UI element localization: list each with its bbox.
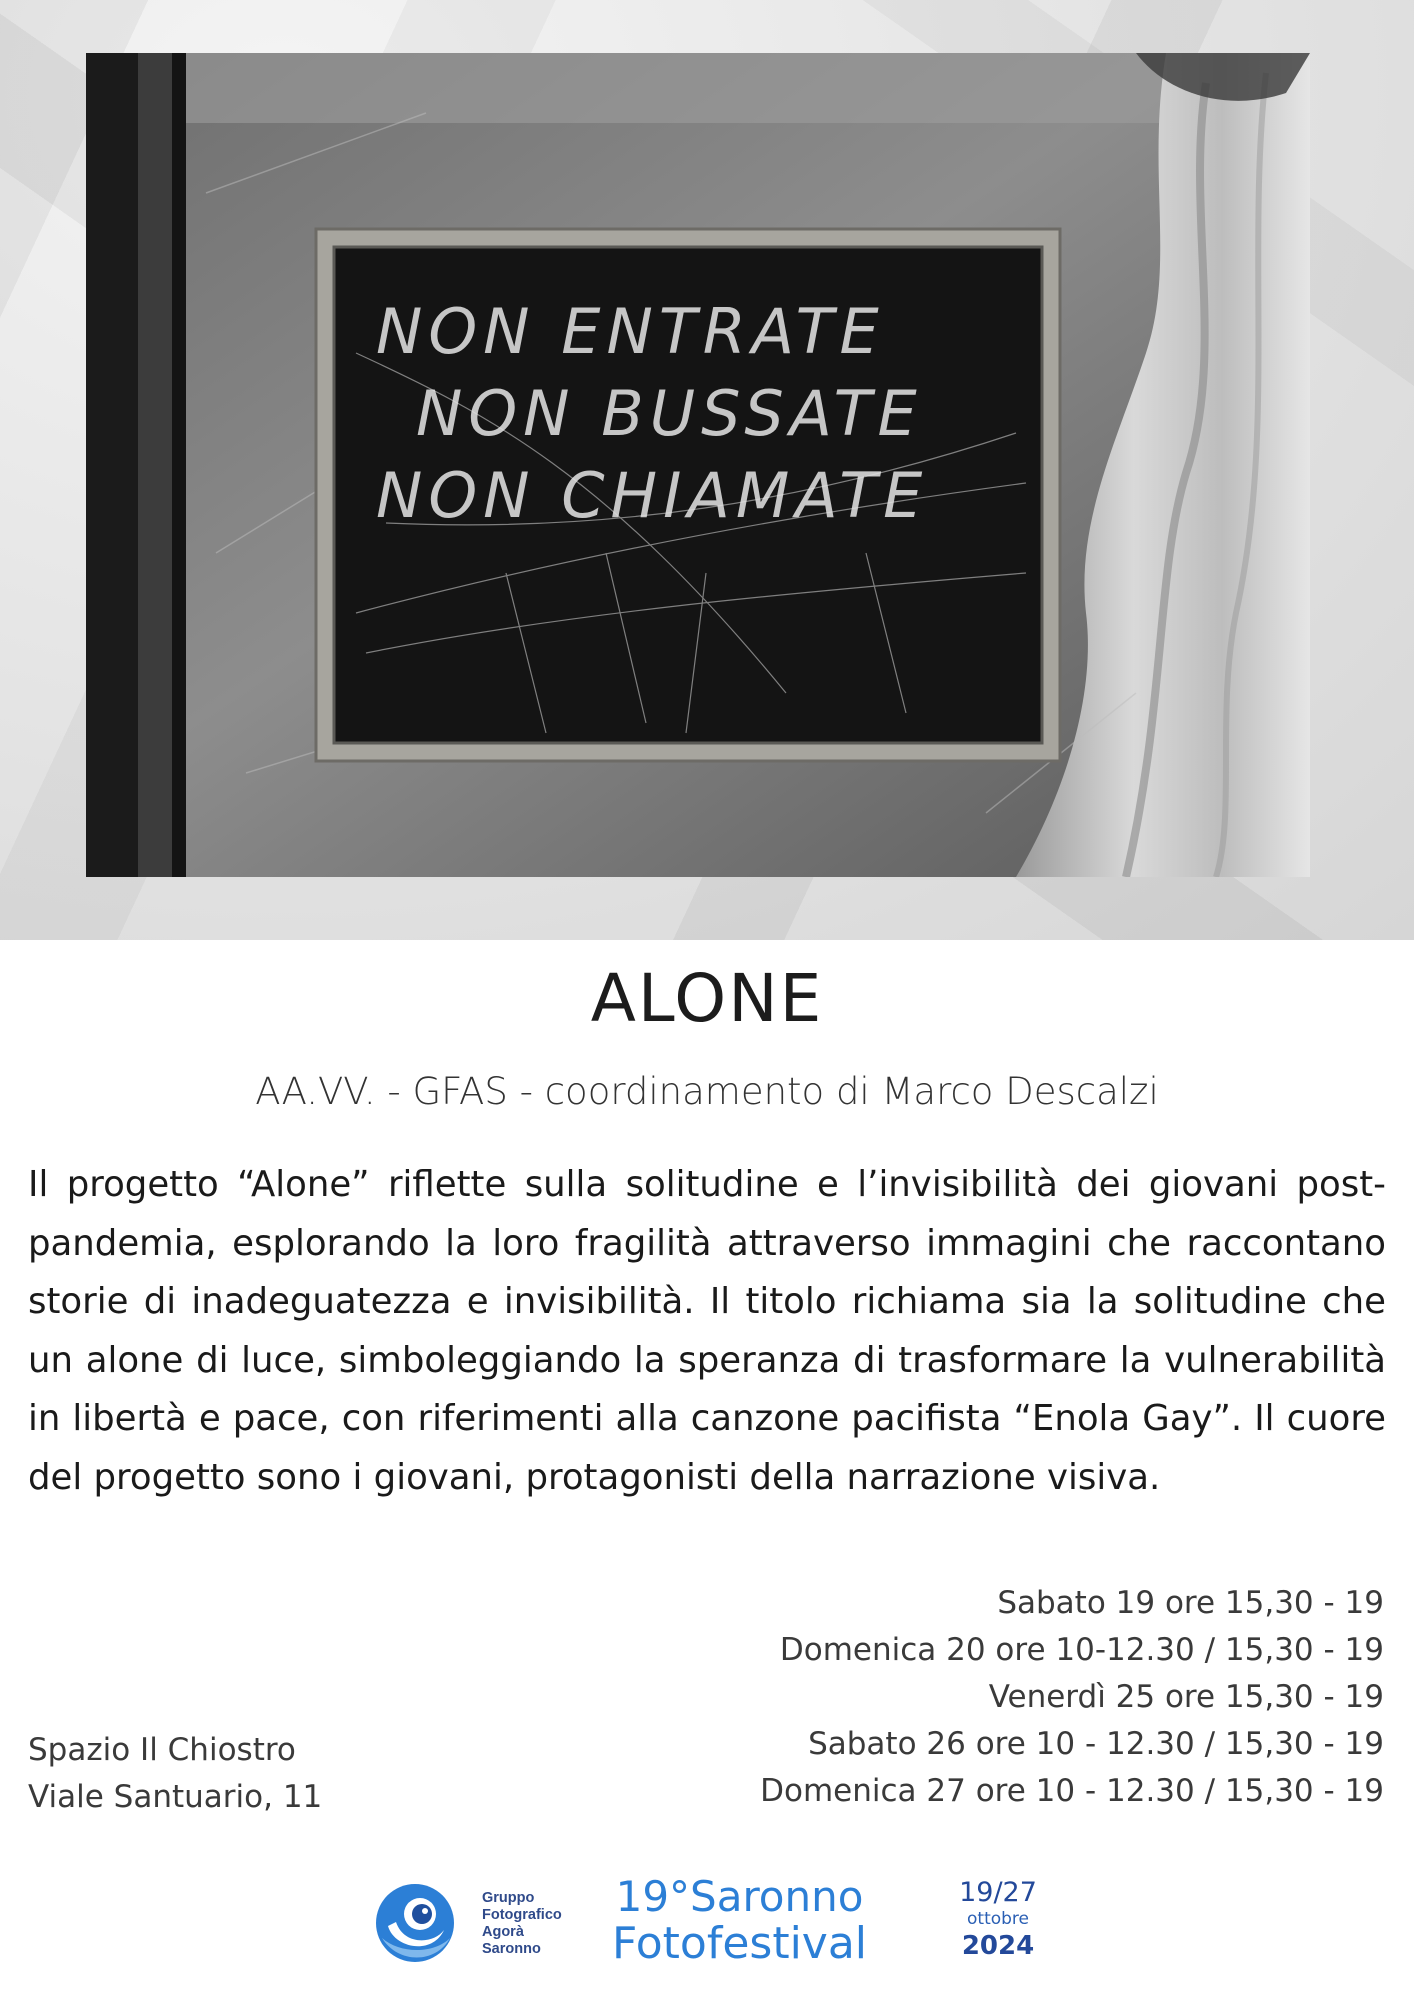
- project-description: Il progetto “Alone” riflette sulla solitudine e l’invisibilità dei giovani post-pandemia, esplorando la loro fragilità attraverso immagini che raccontano storie di inadeguatezza e invisibilità. Il titolo richiama sia la solitudine che un alone di luce, simboleggiando la speranza di trasformare la vulnerabilità in libertà e pace, con riferimenti alla canzone pacifista “Enola Gay”. Il cuore del progetto sono i giovani, protagonisti della narrazione visiva.: [28, 1164, 1386, 1498]
- venue-block: [28, 1727, 322, 1821]
- schedule-item: Domenica 27 ore 10 - 12.30 / 15,30 - 19: [760, 1773, 1384, 1809]
- board-line-2: NON BUSSATE: [416, 377, 923, 450]
- crumpled-paper-background: [0, 0, 1414, 940]
- page-title: ALONE: [590, 960, 824, 1037]
- venue-name: Spazio Il Chiostro: [28, 1732, 296, 1768]
- gfas-name: [482, 1890, 562, 1958]
- festival-edition-city: [612, 1874, 867, 1920]
- date-range: 19/27: [959, 1877, 1037, 1908]
- festival-name: Fotofestival: [612, 1918, 868, 1969]
- gfas-eye-logo-icon: [374, 1882, 456, 1964]
- opening-hours-list: [760, 1580, 1384, 1815]
- festival-logo: [612, 1874, 867, 1968]
- footer-logos: [0, 1870, 1414, 1990]
- gfas-line: Saronno: [482, 1941, 541, 1957]
- date-month: ottobre: [967, 1909, 1029, 1929]
- festival-edition: 19°: [615, 1872, 691, 1921]
- festival-city: Saronno: [690, 1872, 864, 1921]
- venue-address: Viale Santuario, 11: [28, 1779, 323, 1815]
- page-subtitle: AA.VV. - GFAS - coordinamento di Marco Descalzi: [255, 1070, 1159, 1113]
- board-line-3: NON CHIAMATE: [376, 459, 929, 532]
- board-line-1: NON ENTRATE: [376, 295, 885, 368]
- festival-dates: [950, 1878, 1046, 1962]
- date-year: 2024: [961, 1931, 1035, 1961]
- schedule-item: Domenica 20 ore 10-12.30 / 15,30 - 19: [779, 1632, 1384, 1668]
- schedule-item: Sabato 19 ore 15,30 - 19: [997, 1585, 1384, 1621]
- gfas-line: Agorà: [482, 1924, 524, 1940]
- gfas-line: Fotografico: [482, 1907, 562, 1923]
- schedule-item: Venerdì 25 ore 15,30 - 19: [988, 1679, 1384, 1715]
- chalkboard-door-photo: [86, 53, 1310, 877]
- gfas-line: Gruppo: [482, 1890, 535, 1906]
- schedule-item: Sabato 26 ore 10 - 12.30 / 15,30 - 19: [808, 1726, 1384, 1762]
